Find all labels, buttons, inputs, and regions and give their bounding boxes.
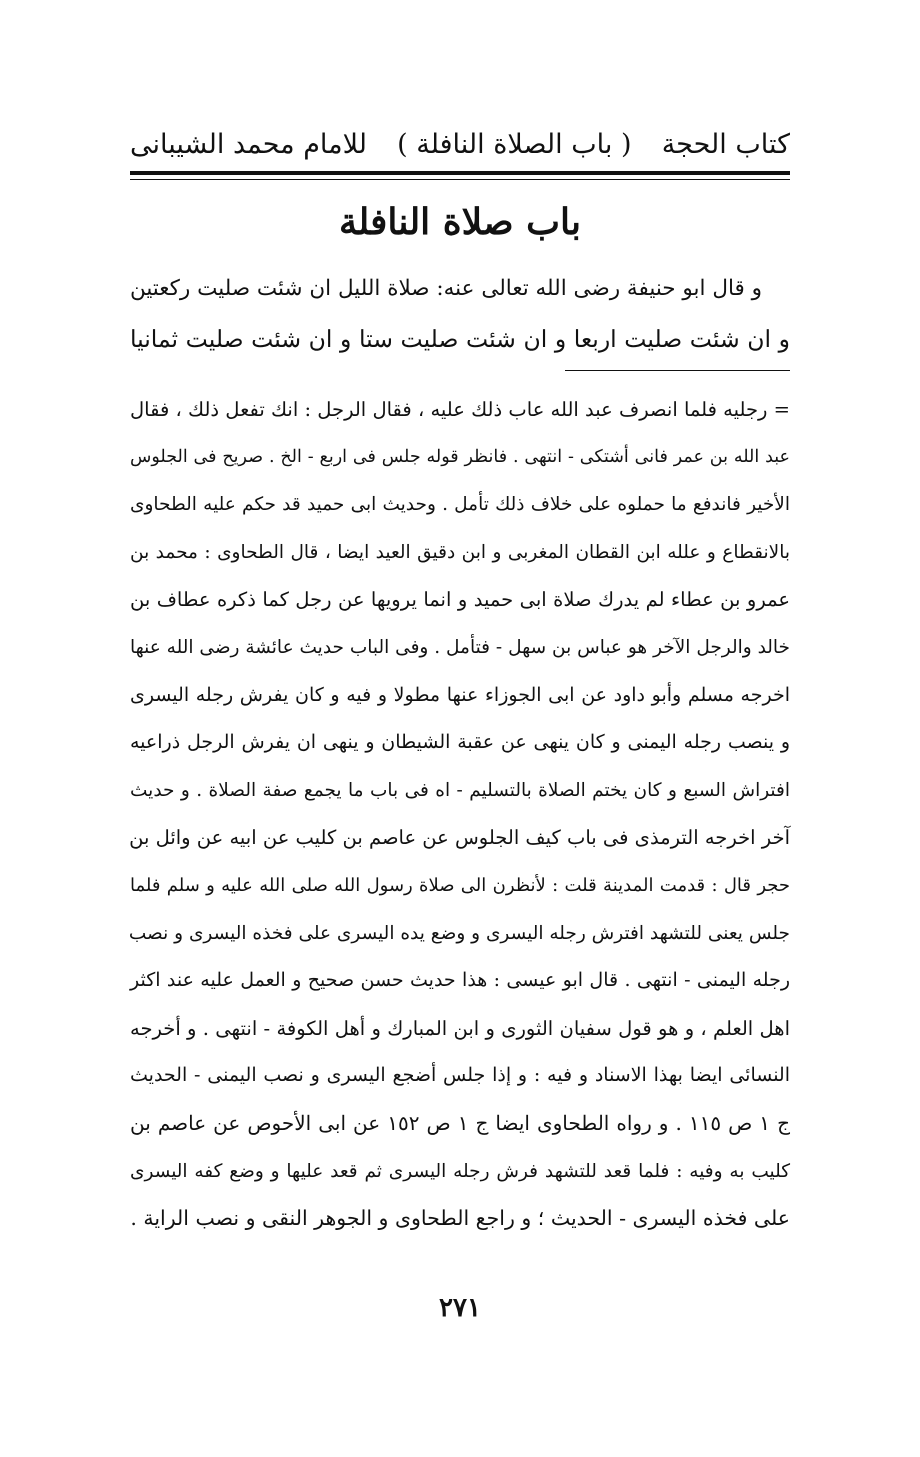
footnote-line: كليب به وفيه : فلما قعد للتشهد فرش رجله اليسرى ثم قعد عليها و وضع كفه اليسرى <box>130 1160 790 1182</box>
footnotes <box>130 386 790 1243</box>
footnote-line: رجله اليمنى - انتهى . قال ابو عيسى : هذا حديث حسن صحيح و العمل عليه عند اكثر <box>130 969 790 992</box>
main-text <box>130 264 790 364</box>
footnote-line: خالد والرجل الآخر هو عباس بن سهل - فتأمل . وفى الباب حديث عائشة رضى الله عنها <box>130 636 790 658</box>
footnote-line: ج ١ ص ١١٥ . و رواه الطحاوى ايضا ج ١ ص ١٥٢ عن ابى الأحوص عن عاصم بن <box>130 1110 790 1135</box>
footnote-line: حجر قال : قدمت المدينة قلت : لأنظرن الى صلاة رسول الله صلى الله عليه و سلم فلما <box>130 874 790 896</box>
main-text-line: و قال ابو حنيفة رضى الله تعالى عنه: صلاة الليل ان شئت صليت ركعتين <box>129 276 762 301</box>
footnote-line: عمرو بن عطاء لم يدرك صلاة ابى حميد و انما يرويها عن رجل كما ذكره عطاف بن <box>130 588 790 612</box>
header-chapter-title: ( باب الصلاة النافلة ) <box>397 128 632 160</box>
footnote-line: آخر اخرجه الترمذى فى باب كيف الجلوس عن عاصم بن كليب عن ابيه عن وائل بن <box>129 826 790 850</box>
header-rule-thick <box>130 171 790 175</box>
footnote-separator <box>565 370 790 371</box>
header-book-title: كتاب الحجة <box>661 128 790 160</box>
footnote-line: جلس يعنى للتشهد افترش رجله اليسرى و وضع يده اليسرى على فخذه اليسرى و نصب <box>128 922 790 944</box>
footnote-line: الأخير فاندفع ما حملوه على خلاف ذلك تأمل . وحديث ابى حميد قد حكم عليه الطحاوى <box>130 494 790 516</box>
footnote-line: = رجليه فلما انصرف عبد الله عاب ذلك عليه ، فقال الرجل : انك تفعل ذلك ، فقال <box>130 398 790 421</box>
page-number: ٢٧١ <box>439 1293 481 1323</box>
header-author: للامام محمد الشيبانى <box>130 128 367 160</box>
footnote-line: اهل العلم ، و هو قول سفيان الثورى و ابن المبارك و أهل الكوفة - انتهى . و أخرجه <box>130 1016 790 1040</box>
footnote-line: بالانقطاع و علله ابن القطان المغربى و ابن دقيق العيد ايضا ، قال الطحاوى : محمد بن <box>130 541 790 563</box>
chapter-title: باب صلاة النافلة <box>338 201 582 243</box>
footnote-line: اخرجه مسلم وأبو داود عن ابى الجوزاء عنها مطولا و فيه و كان يفرش رجله اليسرى <box>130 683 790 706</box>
main-text-line: و ان شئت صليت اربعا و ان شئت صليت ستا و ان شئت صليت ثمانيا <box>130 325 790 353</box>
footnote-line: عبد الله بن عمر فانى أشتكى - انتهى . فانظر قوله جلس فى اربع - الخ . صريح فى الجلوس <box>130 446 790 467</box>
header-rule-thin <box>130 179 790 180</box>
footnote-line: على فخذه اليسرى - الحديث ؛ و راجع الطحاوى و الجوهر النقى و نصب الراية . <box>130 1206 790 1231</box>
footnote-line: افتراش السبع و كان يختم الصلاة بالتسليم - اه فى باب ما يجمع صفة الصلاة . و حديث <box>130 779 790 801</box>
footnote-line: النسائى ايضا بهذا الاسناد و فيه : و إذا جلس أضجع اليسرى و نصب اليمنى - الحديث <box>130 1064 790 1087</box>
footnote-line: و ينصب رجله اليمنى و كان ينهى عن عقبة الشيطان و ينهى ان يفرش الرجل ذراعيه <box>130 731 790 754</box>
running-header <box>130 118 790 170</box>
